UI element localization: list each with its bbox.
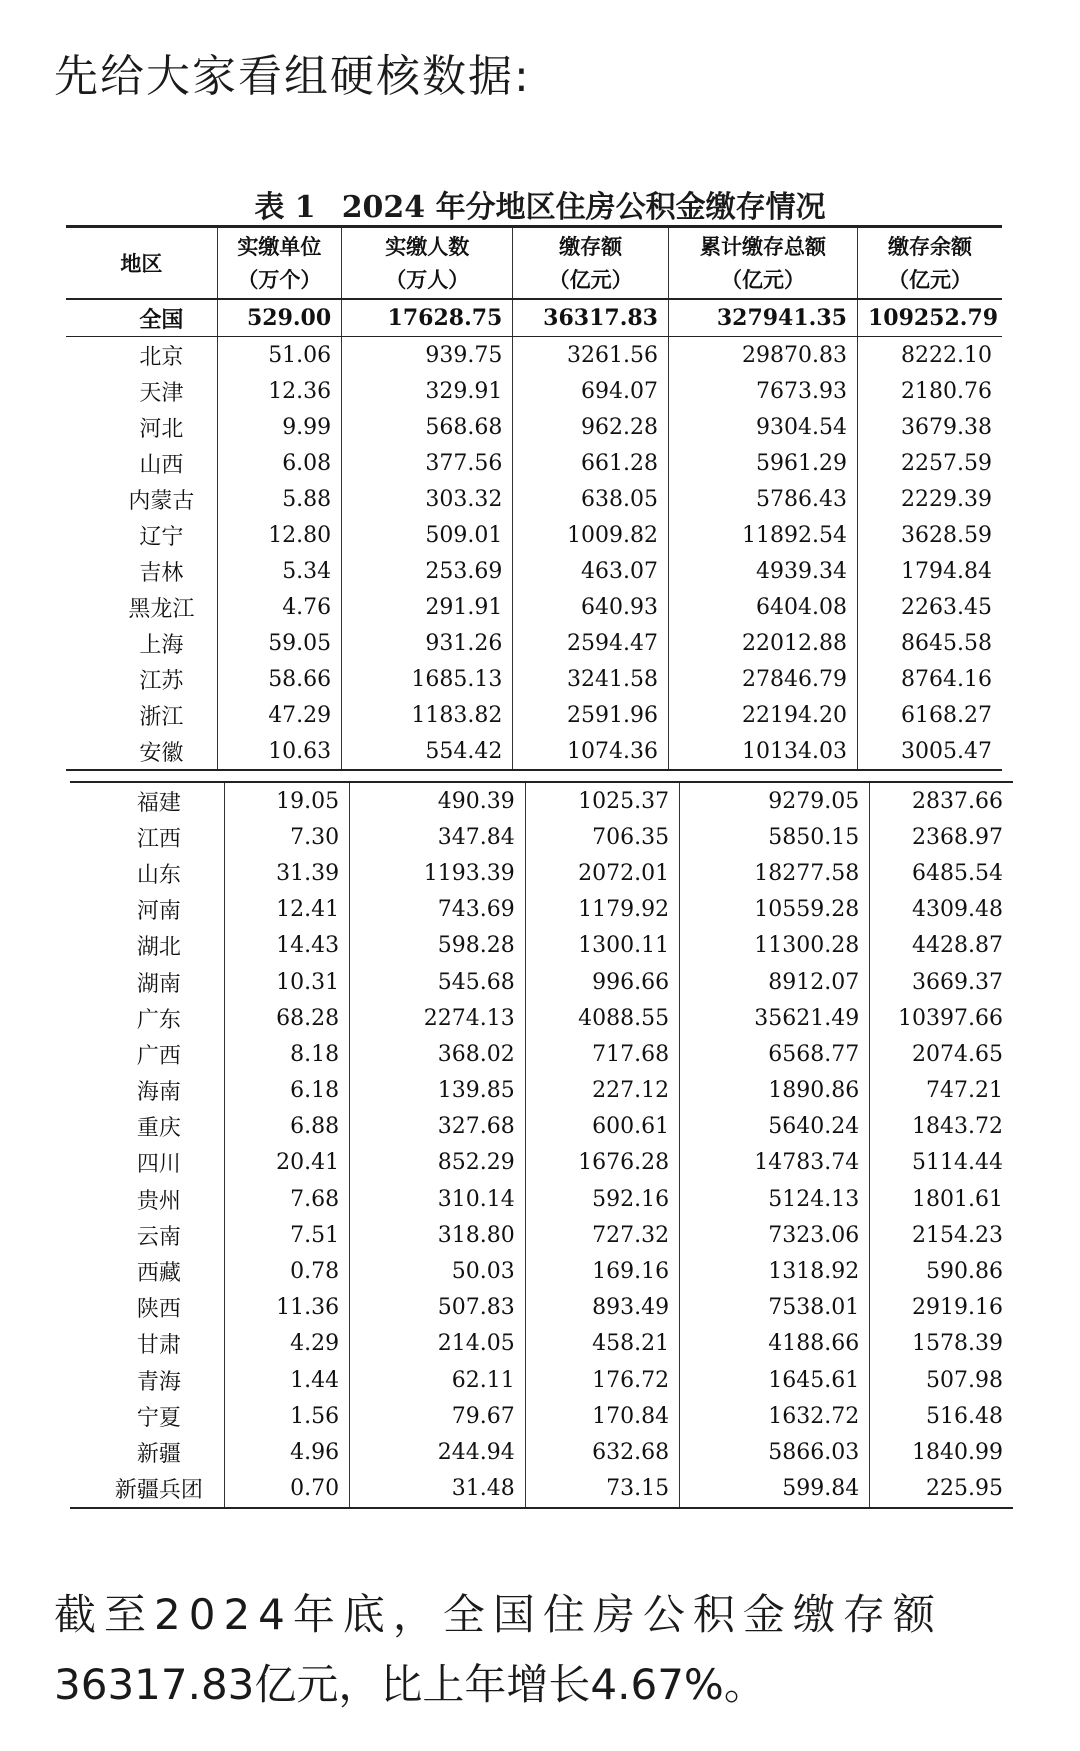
- cell-people: 507.83: [350, 1290, 526, 1326]
- table-body-part2: [70, 782, 1013, 1508]
- table-caption: [0, 182, 1080, 226]
- cell-balance: 6168.27: [857, 697, 1002, 733]
- cell-deposit: 1074.36: [513, 733, 669, 770]
- cell-cumulative: 10134.03: [668, 733, 857, 770]
- cell-balance: 2180.76: [857, 373, 1002, 409]
- cell-region: 内蒙古: [128, 488, 195, 514]
- cell-deposit: 2594.47: [513, 625, 669, 661]
- table-row: [70, 1290, 1013, 1326]
- cell-region: 云南: [136, 1224, 181, 1250]
- cell-units: 5.88: [217, 481, 342, 517]
- cell-region: 青海: [136, 1369, 181, 1395]
- cell-people: 329.91: [342, 373, 513, 409]
- cell-cumulative: 11300.28: [680, 928, 870, 964]
- cell-region: 福建: [136, 790, 181, 816]
- cell-people: 490.39: [350, 782, 526, 819]
- header-region: 地区: [66, 227, 217, 300]
- cell-balance: 8764.16: [857, 661, 1002, 697]
- cell-balance: 747.21: [870, 1073, 1013, 1109]
- cell-cumulative: 35621.49: [680, 1000, 870, 1036]
- cell-units: 4.96: [224, 1434, 349, 1470]
- cell-cumulative: 1890.86: [680, 1073, 870, 1109]
- cell-region: 上海: [139, 632, 184, 658]
- cell-balance: 590.86: [870, 1253, 1013, 1289]
- table-row: [66, 299, 1002, 337]
- cell-balance: 8645.58: [857, 625, 1002, 661]
- cell-cumulative: 5866.03: [680, 1434, 870, 1470]
- cell-units: 12.41: [224, 892, 349, 928]
- cell-balance: 1840.99: [870, 1434, 1013, 1470]
- cell-units: 59.05: [217, 625, 342, 661]
- cell-units: 20.41: [224, 1145, 349, 1181]
- cell-balance: 507.98: [870, 1362, 1013, 1398]
- table-row: [66, 661, 1002, 697]
- cell-region: 重庆: [136, 1116, 181, 1142]
- header-balance: 缴存余额 （亿元）: [857, 227, 1002, 300]
- cell-people: 79.67: [350, 1398, 526, 1434]
- cell-region: 北京: [139, 344, 184, 370]
- table-row: [66, 553, 1002, 589]
- cell-deposit: 463.07: [513, 553, 669, 589]
- cell-region: 山西: [139, 452, 184, 478]
- cell-cumulative: 7673.93: [668, 373, 857, 409]
- cell-deposit: 169.16: [525, 1253, 679, 1289]
- cell-balance: 2263.45: [857, 589, 1002, 625]
- cell-cumulative: 5640.24: [680, 1109, 870, 1145]
- cell-units: 8.18: [224, 1036, 349, 1072]
- cell-region: 广西: [136, 1043, 181, 1069]
- cell-cumulative: 6568.77: [680, 1036, 870, 1072]
- cell-deposit: 2591.96: [513, 697, 669, 733]
- cell-units: 0.78: [224, 1253, 349, 1289]
- cell-people: 598.28: [350, 928, 526, 964]
- cell-deposit: 4088.55: [525, 1000, 679, 1036]
- cell-region: 海南: [136, 1080, 181, 1106]
- table-row: [70, 855, 1013, 891]
- cell-cumulative: 4188.66: [680, 1326, 870, 1362]
- header-people: 实缴人数 （万人）: [342, 227, 513, 300]
- table-caption-title: 2024 年分地区住房公积金缴存情况: [341, 190, 826, 225]
- cell-deposit: 694.07: [513, 373, 669, 409]
- cell-people: 17628.75: [342, 299, 513, 337]
- cell-deposit: 727.32: [525, 1217, 679, 1253]
- cell-cumulative: 4939.34: [668, 553, 857, 589]
- cell-units: 10.31: [224, 964, 349, 1000]
- cell-balance: 3669.37: [870, 964, 1013, 1000]
- cell-deposit: 73.15: [525, 1471, 679, 1508]
- cell-people: 253.69: [342, 553, 513, 589]
- cell-balance: 6485.54: [870, 855, 1013, 891]
- cell-cumulative: 29870.83: [668, 337, 857, 374]
- cell-balance: 8222.10: [857, 337, 1002, 374]
- table-row: [66, 733, 1002, 770]
- table-row: [70, 782, 1013, 819]
- cell-people: 139.85: [350, 1073, 526, 1109]
- cell-people: 368.02: [350, 1036, 526, 1072]
- cell-deposit: 638.05: [513, 481, 669, 517]
- cell-region: 江西: [136, 826, 181, 852]
- cell-balance: 109252.79: [857, 299, 1002, 337]
- cell-region: 浙江: [139, 704, 184, 730]
- table-row: [70, 928, 1013, 964]
- table-caption-number: 表 1: [254, 190, 316, 225]
- cell-units: 4.76: [217, 589, 342, 625]
- cell-units: 12.36: [217, 373, 342, 409]
- cell-people: 931.26: [342, 625, 513, 661]
- cell-deposit: 962.28: [513, 409, 669, 445]
- cell-cumulative: 8912.07: [680, 964, 870, 1000]
- cell-deposit: 893.49: [525, 1290, 679, 1326]
- cell-region: 辽宁: [139, 524, 184, 550]
- cell-people: 939.75: [342, 337, 513, 374]
- cell-units: 19.05: [224, 782, 349, 819]
- cell-deposit: 600.61: [525, 1109, 679, 1145]
- cell-units: 1.44: [224, 1362, 349, 1398]
- cell-deposit: 1025.37: [525, 782, 679, 819]
- cell-units: 6.88: [224, 1109, 349, 1145]
- cell-cumulative: 27846.79: [668, 661, 857, 697]
- cell-deposit: 1009.82: [513, 517, 669, 553]
- table-row: [70, 1181, 1013, 1217]
- cell-people: 1193.39: [350, 855, 526, 891]
- cell-units: 47.29: [217, 697, 342, 733]
- cell-region: 河北: [139, 416, 184, 442]
- cell-region: 湖南: [136, 971, 181, 997]
- cell-deposit: 458.21: [525, 1326, 679, 1362]
- table-row: [70, 1434, 1013, 1470]
- cell-balance: 2257.59: [857, 445, 1002, 481]
- cell-people: 303.32: [342, 481, 513, 517]
- cell-region: 甘肃: [136, 1333, 181, 1359]
- cell-units: 7.51: [224, 1217, 349, 1253]
- cell-units: 4.29: [224, 1326, 349, 1362]
- summary-line-2: 36317.83亿元，比上年增长4.67%。: [54, 1660, 766, 1709]
- cell-deposit: 996.66: [525, 964, 679, 1000]
- cell-units: 6.18: [224, 1073, 349, 1109]
- intro-text: 先给大家看组硬核数据:: [54, 51, 531, 102]
- cell-deposit: 1300.11: [525, 928, 679, 964]
- cell-units: 529.00: [217, 299, 342, 337]
- cell-region: 天津: [139, 380, 184, 406]
- cell-balance: 1578.39: [870, 1326, 1013, 1362]
- table-row: [66, 589, 1002, 625]
- table-row: [70, 1036, 1013, 1072]
- cell-region: 新疆: [136, 1441, 181, 1467]
- cell-cumulative: 7538.01: [680, 1290, 870, 1326]
- cell-deposit: 706.35: [525, 819, 679, 855]
- cell-cumulative: 599.84: [680, 1471, 870, 1508]
- table-row: [70, 1398, 1013, 1434]
- cell-balance: 10397.66: [870, 1000, 1013, 1036]
- cell-units: 12.80: [217, 517, 342, 553]
- cell-units: 10.63: [217, 733, 342, 770]
- cell-region: 陕西: [136, 1297, 181, 1323]
- cell-region: 西藏: [136, 1261, 181, 1287]
- table-row: [66, 517, 1002, 553]
- cell-deposit: 3261.56: [513, 337, 669, 374]
- cell-balance: 2229.39: [857, 481, 1002, 517]
- cell-deposit: 1676.28: [525, 1145, 679, 1181]
- cell-deposit: 2072.01: [525, 855, 679, 891]
- cell-cumulative: 1632.72: [680, 1398, 870, 1434]
- cell-region: 新疆兵团: [114, 1478, 203, 1504]
- cell-cumulative: 1645.61: [680, 1362, 870, 1398]
- cell-balance: 1843.72: [870, 1109, 1013, 1145]
- cell-cumulative: 1318.92: [680, 1253, 870, 1289]
- table-row: [70, 892, 1013, 928]
- cell-balance: 2154.23: [870, 1217, 1013, 1253]
- cell-people: 327.68: [350, 1109, 526, 1145]
- cell-units: 7.68: [224, 1181, 349, 1217]
- cell-balance: 3628.59: [857, 517, 1002, 553]
- cell-units: 31.39: [224, 855, 349, 891]
- table-row: [66, 445, 1002, 481]
- cell-people: 1183.82: [342, 697, 513, 733]
- cell-deposit: 661.28: [513, 445, 669, 481]
- cell-balance: 2837.66: [870, 782, 1013, 819]
- cell-people: 1685.13: [342, 661, 513, 697]
- header-units: 实缴单位 （万个）: [217, 227, 342, 300]
- table-body-part1: [66, 299, 1002, 770]
- cell-cumulative: 5850.15: [680, 819, 870, 855]
- cell-balance: 1801.61: [870, 1181, 1013, 1217]
- cell-balance: 3005.47: [857, 733, 1002, 770]
- cell-deposit: 1179.92: [525, 892, 679, 928]
- cell-cumulative: 10559.28: [680, 892, 870, 928]
- table-row: [70, 1471, 1013, 1508]
- cell-people: 2274.13: [350, 1000, 526, 1036]
- table-row: [70, 964, 1013, 1000]
- housing-fund-table-part1: [66, 225, 1002, 771]
- cell-cumulative: 5124.13: [680, 1181, 870, 1217]
- cell-balance: 4309.48: [870, 892, 1013, 928]
- cell-people: 214.05: [350, 1326, 526, 1362]
- cell-region: 吉林: [139, 560, 184, 586]
- table-row: [70, 819, 1013, 855]
- cell-people: 568.68: [342, 409, 513, 445]
- cell-people: 50.03: [350, 1253, 526, 1289]
- cell-region: 广东: [136, 1007, 181, 1033]
- table-row: [70, 1217, 1013, 1253]
- cell-region: 贵州: [136, 1188, 181, 1214]
- cell-balance: 4428.87: [870, 928, 1013, 964]
- cell-units: 58.66: [217, 661, 342, 697]
- table-row: [66, 625, 1002, 661]
- cell-deposit: 632.68: [525, 1434, 679, 1470]
- cell-people: 377.56: [342, 445, 513, 481]
- cell-region: 山东: [136, 862, 181, 888]
- header-deposit: 缴存额 （亿元）: [513, 227, 669, 300]
- cell-people: 545.68: [350, 964, 526, 1000]
- cell-region: 江苏: [139, 668, 184, 694]
- cell-balance: 516.48: [870, 1398, 1013, 1434]
- cell-balance: 1794.84: [857, 553, 1002, 589]
- cell-balance: 225.95: [870, 1471, 1013, 1508]
- table-row: [66, 337, 1002, 374]
- cell-balance: 3679.38: [857, 409, 1002, 445]
- cell-people: 852.29: [350, 1145, 526, 1181]
- cell-balance: 2919.16: [870, 1290, 1013, 1326]
- cell-units: 11.36: [224, 1290, 349, 1326]
- cell-region: 四川: [136, 1152, 181, 1178]
- cell-cumulative: 22194.20: [668, 697, 857, 733]
- cell-region: 安徽: [139, 740, 184, 766]
- cell-people: 291.91: [342, 589, 513, 625]
- table-row: [66, 697, 1002, 733]
- cell-people: 62.11: [350, 1362, 526, 1398]
- summary-text: [54, 1580, 1034, 1720]
- cell-units: 6.08: [217, 445, 342, 481]
- cell-people: 31.48: [350, 1471, 526, 1508]
- cell-units: 14.43: [224, 928, 349, 964]
- table-row: [70, 1145, 1013, 1181]
- table-row: [66, 481, 1002, 517]
- cell-cumulative: 9279.05: [680, 782, 870, 819]
- table-row: [66, 373, 1002, 409]
- cell-region: 全国: [66, 299, 217, 337]
- cell-cumulative: 22012.88: [668, 625, 857, 661]
- table-row: [70, 1253, 1013, 1289]
- cell-balance: 2368.97: [870, 819, 1013, 855]
- summary-line-1: 截至2024年底，全国住房公积金缴存额: [54, 1590, 943, 1639]
- cell-balance: 5114.44: [870, 1145, 1013, 1181]
- cell-cumulative: 11892.54: [668, 517, 857, 553]
- cell-people: 347.84: [350, 819, 526, 855]
- cell-cumulative: 5961.29: [668, 445, 857, 481]
- header-cumulative: 累计缴存总额 （亿元）: [668, 227, 857, 300]
- housing-fund-table-part2: [70, 781, 1013, 1509]
- table-row: [70, 1109, 1013, 1145]
- cell-units: 68.28: [224, 1000, 349, 1036]
- cell-cumulative: 7323.06: [680, 1217, 870, 1253]
- table-row: [70, 1326, 1013, 1362]
- cell-cumulative: 14783.74: [680, 1145, 870, 1181]
- cell-deposit: 227.12: [525, 1073, 679, 1109]
- table-row: [66, 409, 1002, 445]
- cell-deposit: 170.84: [525, 1398, 679, 1434]
- table-row: [70, 1000, 1013, 1036]
- cell-deposit: 36317.83: [513, 299, 669, 337]
- table-row: [70, 1362, 1013, 1398]
- cell-cumulative: 18277.58: [680, 855, 870, 891]
- cell-people: 743.69: [350, 892, 526, 928]
- table-header-row: [66, 227, 1002, 300]
- cell-people: 509.01: [342, 517, 513, 553]
- cell-region: 湖北: [136, 935, 181, 961]
- cell-units: 1.56: [224, 1398, 349, 1434]
- cell-cumulative: 6404.08: [668, 589, 857, 625]
- cell-deposit: 3241.58: [513, 661, 669, 697]
- cell-people: 310.14: [350, 1181, 526, 1217]
- cell-units: 5.34: [217, 553, 342, 589]
- cell-deposit: 640.93: [513, 589, 669, 625]
- cell-people: 244.94: [350, 1434, 526, 1470]
- cell-region: 黑龙江: [128, 596, 195, 622]
- cell-deposit: 717.68: [525, 1036, 679, 1072]
- cell-units: 51.06: [217, 337, 342, 374]
- cell-deposit: 176.72: [525, 1362, 679, 1398]
- cell-cumulative: 5786.43: [668, 481, 857, 517]
- cell-units: 0.70: [224, 1471, 349, 1508]
- cell-balance: 2074.65: [870, 1036, 1013, 1072]
- table-row: [70, 1073, 1013, 1109]
- cell-region: 宁夏: [136, 1405, 181, 1431]
- cell-people: 554.42: [342, 733, 513, 770]
- cell-deposit: 592.16: [525, 1181, 679, 1217]
- cell-cumulative: 327941.35: [668, 299, 857, 337]
- cell-region: 河南: [136, 899, 181, 925]
- cell-units: 9.99: [217, 409, 342, 445]
- cell-units: 7.30: [224, 819, 349, 855]
- cell-cumulative: 9304.54: [668, 409, 857, 445]
- cell-people: 318.80: [350, 1217, 526, 1253]
